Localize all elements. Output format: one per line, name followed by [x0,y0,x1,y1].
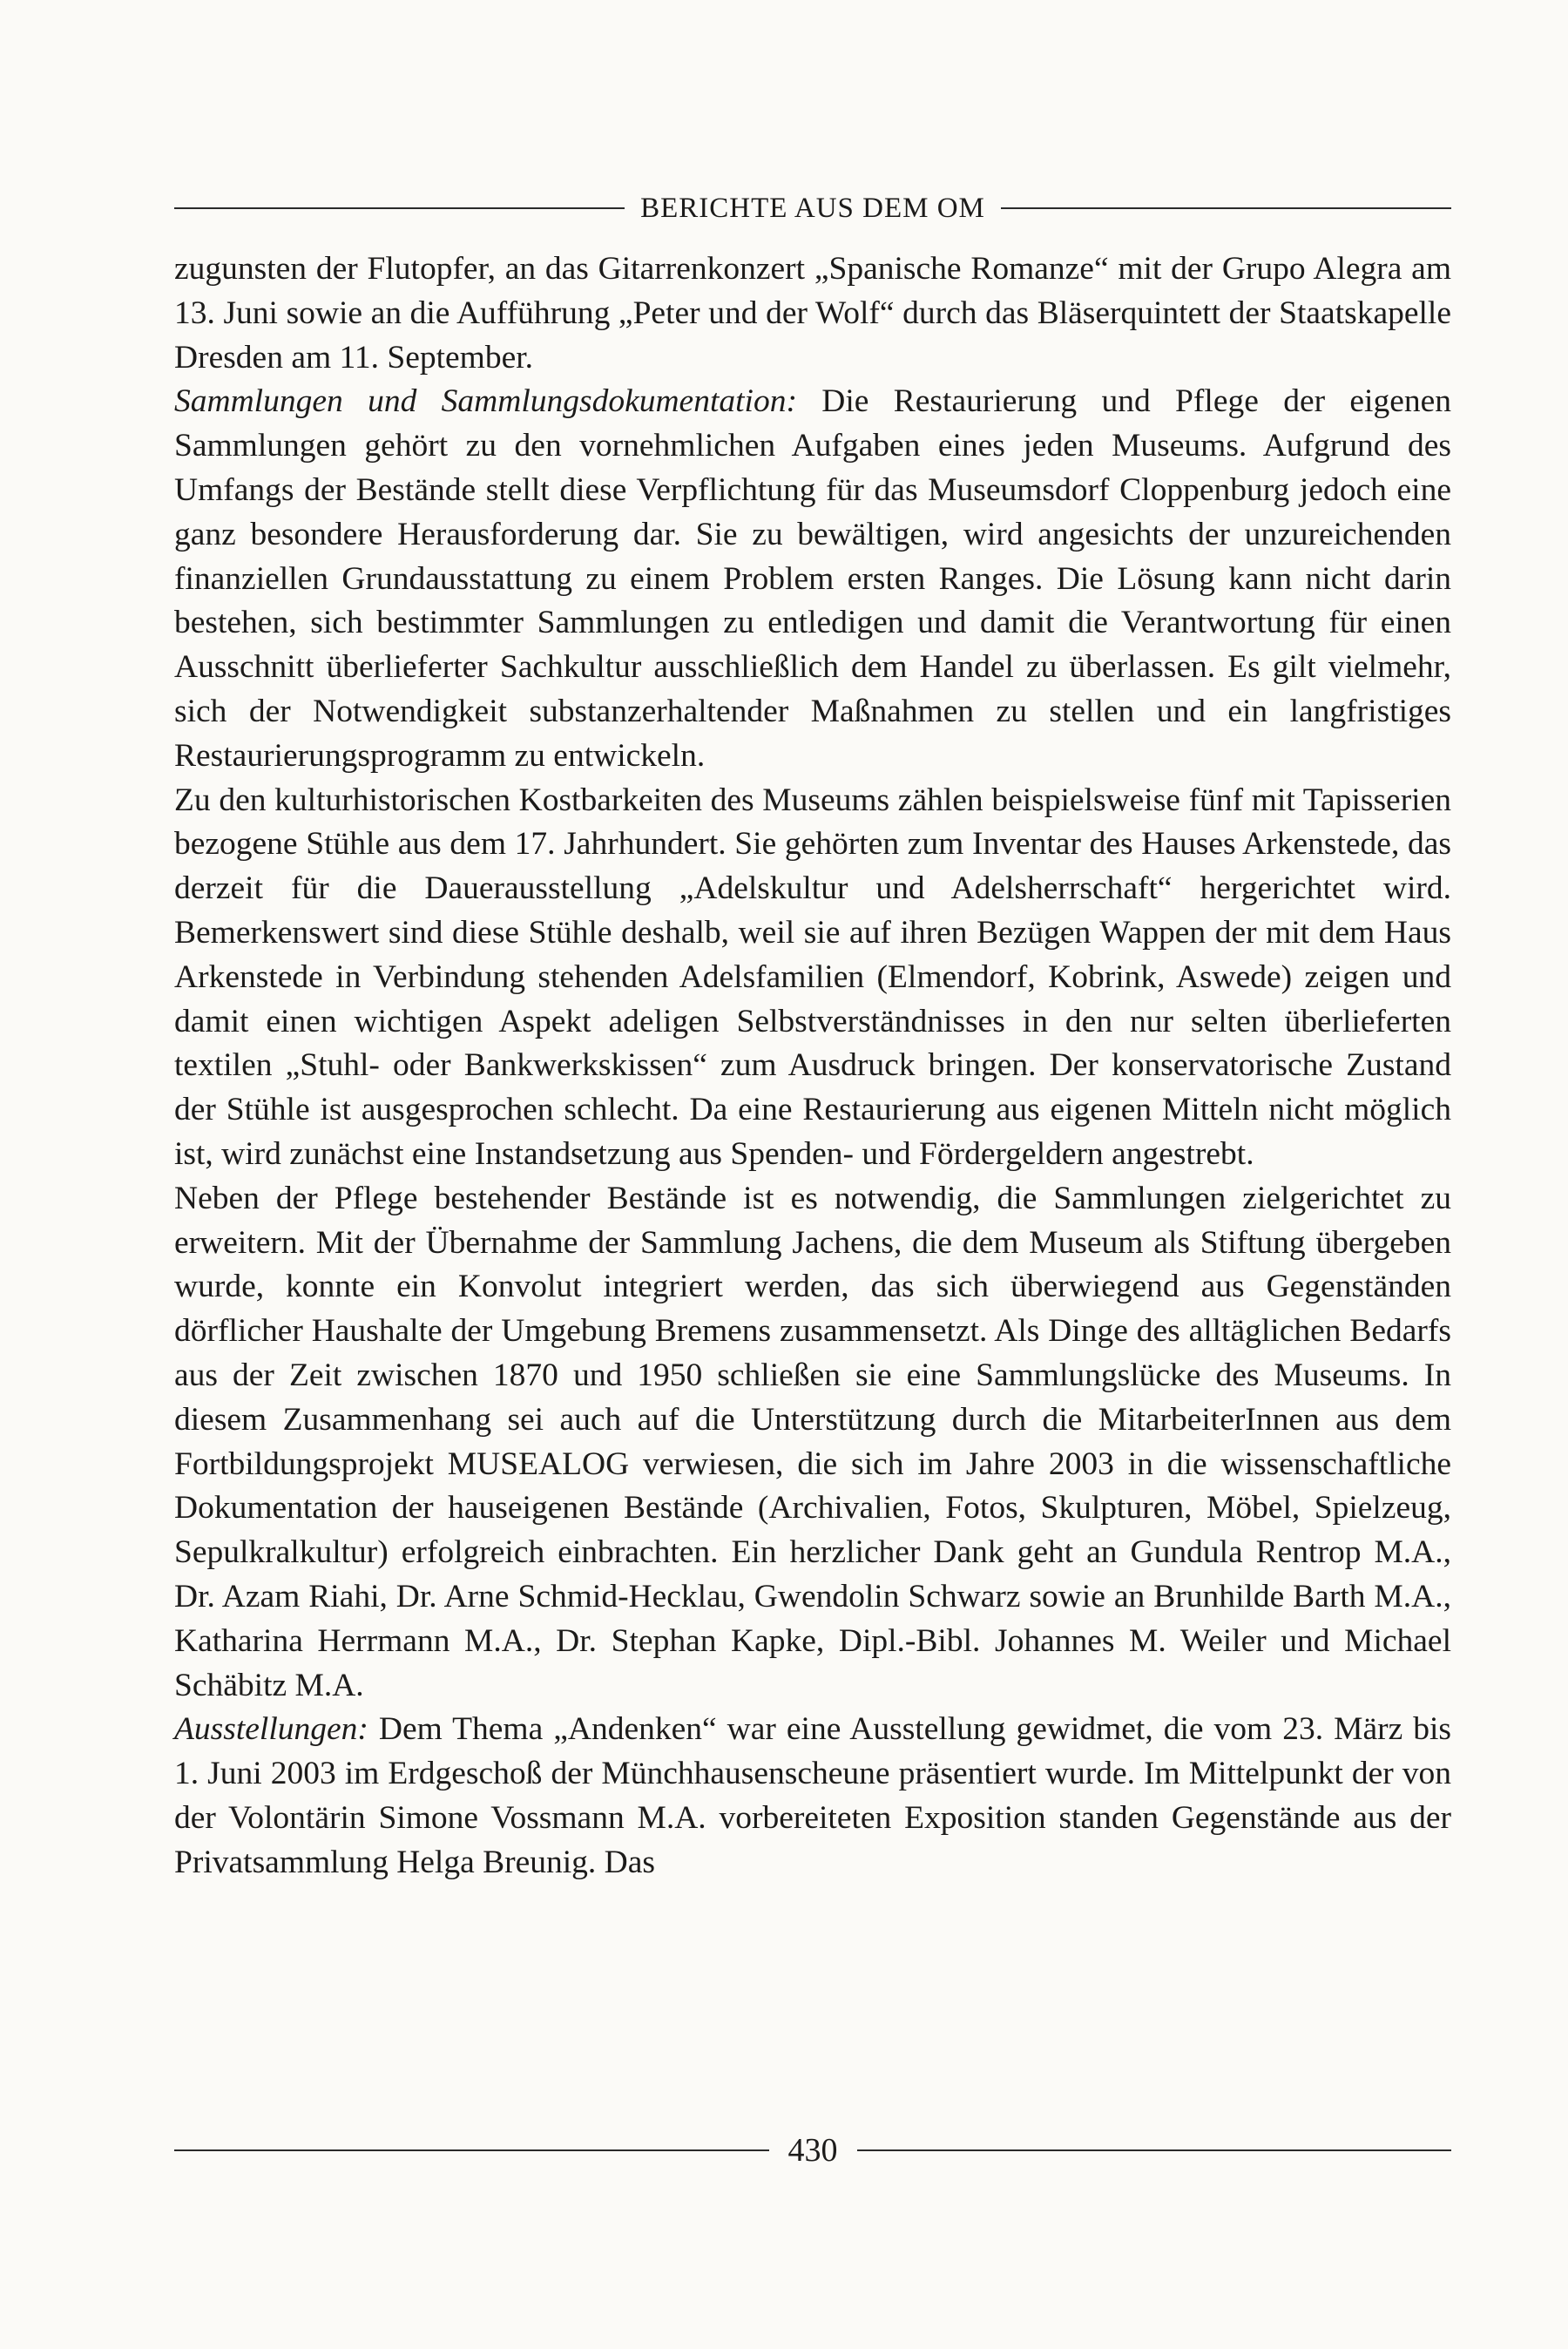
header-title: BERICHTE AUS DEM OM [640,192,985,224]
paragraph-lead: Sammlungen und Sammlungsdokumentation: [174,383,797,420]
paragraph-text: Neben der Pflege bestehender Bestände ist es notwendig, die Sammlungen zielgerichtet zu erweitern. Mit der Übernahme der Sammlung Jachens, die dem Museum als Stiftung übergeben wurde, konnte ein Konvolut integriert werden, das sich überwiegend aus Gegenständen dörflicher Haushalte der Umgebung Bremens zusammensetzt. Als Dinge des alltäglichen Bedarfs aus der Zeit zwischen 1870 und 1950 schließen sie eine Sammlungslücke des Museums. In diesem Zusammenhang sei auch auf die Unterstützung durch die MitarbeiterInnen aus dem Fortbildungsprojekt MUSEALOG verwiesen, die sich im Jahre 2003 in die wissenschaftliche Dokumentation der hauseigenen Bestände (Archivalien, Fotos, Skulpturen, Möbel, Spielzeug, Sepulkralkultur) erfolgreich einbrachten. Ein herzlicher Dank geht an Gundula Rentrop M.A., Dr. Azam Riahi, Dr. Arne Schmid-Hecklau, Gwendolin Schwarz sowie an Brunhilde Barth M.A., Katharina Herrmann M.A., Dr. Stephan Kapke, Dipl.-Bibl. Johannes M. Weiler und Michael Schäbitz M.A. [174,1180,1451,1703]
header-rule-left [174,207,625,209]
paragraph [174,247,1451,380]
running-header [174,186,1451,230]
page-footer [174,2124,1451,2176]
paragraph [174,1177,1451,1709]
paragraph [174,380,1451,778]
footer-rule-right [857,2149,1452,2151]
body-text [174,247,1451,1885]
paragraph-text: Zu den kulturhistorischen Kostbarkeiten des Museums zählen beispielsweise fünf mit Tapisserien bezogene Stühle aus dem 17. Jahrhundert. Sie gehörten zum Inventar des Hauses Arkenstede, das derzeit für die Dauerausstellung „Adelskultur und Adelsherrschaft“ hergerichtet wird. Bemerkenswert sind diese Stühle deshalb, weil sie auf ihren Bezügen Wappen der mit dem Haus Arkenstede in Verbindung stehenden Adelsfamilien (Elmendorf, Kobrink, Aswede) zeigen und damit einen wichtigen Aspekt adeligen Selbstverständnisses in den nur selten überlieferten textilen „Stuhl- oder Bankwerkskissen“ zum Ausdruck bringen. Der konservatorische Zustand der Stühle ist ausgesprochen schlecht. Da eine Restaurierung aus eigenen Mitteln nicht möglich ist, wird zunächst eine Instandsetzung aus Spenden- und Fördergeldern angestrebt. [174,782,1451,1172]
footer-rule-left [174,2149,769,2151]
paragraph [174,1708,1451,1885]
paragraph-text: zugunsten der Flutopfer, an das Gitarrenkonzert „Spanische Romanze“ mit der Grupo Alegra am 13. Juni sowie an die Aufführung „Peter und der Wolf“ durch das Bläserquintett der Staatskapelle Dresden am 11. September. [174,251,1451,376]
paragraph [174,779,1451,1177]
page-number: 430 [787,2132,838,2169]
paragraph-lead: Ausstellungen: [174,1711,368,1748]
header-rule-right [1001,207,1451,209]
paragraph-text: Die Restaurierung und Pflege der eigenen Sammlungen gehört zu den vornehmlichen Aufgaben eines jeden Museums. Aufgrund des Umfangs der Bestände stellt diese Verpflichtung für das Museumsdorf Cloppenburg jedoch eine ganz besondere Herausforderung dar. Sie zu bewältigen, wird angesichts der unzureichenden finanziellen Grundausstattung zu einem Problem ersten Ranges. Die Lösung kann nicht darin bestehen, sich bestimmter Sammlungen zu entledigen und damit die Verantwortung für einen Ausschnitt überlieferter Sachkultur ausschließlich dem Handel zu überlassen. Es gilt vielmehr, sich der Notwendigkeit substanzerhaltender Maßnahmen zu stellen und ein langfristiges Restaurierungsprogramm zu entwickeln. [174,383,1452,774]
paragraph-text: Dem Thema „Andenken“ war eine Ausstellung gewidmet, die vom 23. März bis 1. Juni 2003 im Erdgeschoß der Münchhausenscheune präsentiert wurde. Im Mittelpunkt der von der Volontärin Simone Vossmann M.A. vorbereiteten Exposition standen Gegenstände aus der Privatsammlung Helga Breunig. Das [174,1711,1451,1880]
